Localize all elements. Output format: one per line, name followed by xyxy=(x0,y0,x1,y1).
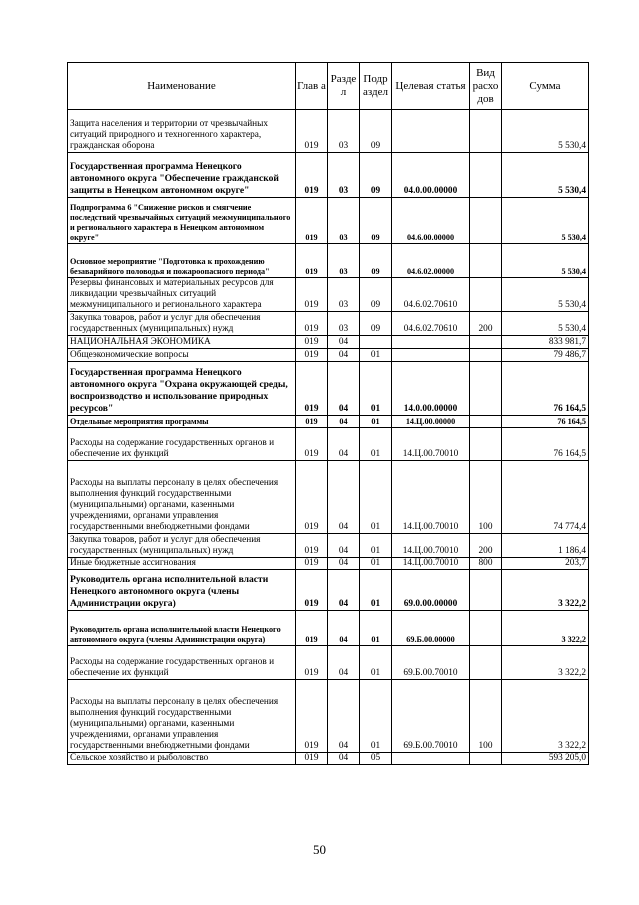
cell-target: 14.Ц.00.00000 xyxy=(392,416,470,428)
cell-target: 04.6.00.00000 xyxy=(392,198,470,244)
cell-section: 04 xyxy=(328,349,360,362)
cell-subsection: 01 xyxy=(360,611,392,646)
cell-target: 69.Б.00.70010 xyxy=(392,680,470,753)
cell-chapter: 019 xyxy=(296,611,328,646)
cell-subsection: 01 xyxy=(360,680,392,753)
cell-sum: 593 205,0 xyxy=(502,753,589,765)
cell-sum: 203,7 xyxy=(502,558,589,570)
cell-subsection: 01 xyxy=(360,349,392,362)
table-row xyxy=(68,428,589,461)
cell-kind xyxy=(470,570,502,611)
cell-subsection: 05 xyxy=(360,753,392,765)
cell-chapter: 019 xyxy=(296,416,328,428)
cell-subsection: 01 xyxy=(360,461,392,534)
cell-name: Расходы на содержание государственных органов и обеспечение их функций xyxy=(68,646,296,680)
cell-section: 03 xyxy=(328,244,360,278)
cell-kind: 800 xyxy=(470,558,502,570)
cell-kind xyxy=(470,753,502,765)
cell-chapter: 019 xyxy=(296,680,328,753)
cell-target xyxy=(392,110,470,153)
table-row xyxy=(68,680,589,753)
cell-subsection: 01 xyxy=(360,534,392,558)
cell-name: Общеэкономические вопросы xyxy=(68,349,296,362)
cell-subsection: 01 xyxy=(360,416,392,428)
cell-chapter: 019 xyxy=(296,362,328,416)
cell-kind xyxy=(470,110,502,153)
cell-sum: 76 164,5 xyxy=(502,362,589,416)
cell-target: 69.Б.00.70010 xyxy=(392,646,470,680)
cell-target xyxy=(392,336,470,349)
table-row xyxy=(68,753,589,765)
budget-table xyxy=(67,62,589,765)
cell-subsection: 09 xyxy=(360,278,392,312)
cell-target: 69.Б.00.00000 xyxy=(392,611,470,646)
header-sum: Сумма xyxy=(502,63,589,110)
cell-chapter: 019 xyxy=(296,153,328,198)
cell-target: 14.Ц.00.70010 xyxy=(392,558,470,570)
cell-sum: 76 164,5 xyxy=(502,428,589,461)
cell-section: 04 xyxy=(328,753,360,765)
cell-name: Руководитель органа исполнительной власти Ненецкого автономного округа (члены Администрации округа) xyxy=(68,570,296,611)
cell-sum: 5 530,4 xyxy=(502,244,589,278)
cell-sum: 76 164,5 xyxy=(502,416,589,428)
table-row xyxy=(68,244,589,278)
table-row xyxy=(68,198,589,244)
cell-subsection: 09 xyxy=(360,110,392,153)
cell-target xyxy=(392,349,470,362)
cell-kind xyxy=(470,428,502,461)
cell-section: 04 xyxy=(328,558,360,570)
cell-kind xyxy=(470,244,502,278)
table-row xyxy=(68,461,589,534)
cell-name: Государственная программа Ненецкого автономного округа "Обеспечение гражданской защиты в Ненецком автономном округе" xyxy=(68,153,296,198)
cell-kind: 100 xyxy=(470,461,502,534)
cell-chapter: 019 xyxy=(296,349,328,362)
cell-chapter: 019 xyxy=(296,558,328,570)
cell-chapter: 019 xyxy=(296,534,328,558)
cell-section: 04 xyxy=(328,646,360,680)
cell-chapter: 019 xyxy=(296,198,328,244)
table-row xyxy=(68,110,589,153)
cell-target: 14.Ц.00.70010 xyxy=(392,461,470,534)
cell-sum: 5 530,4 xyxy=(502,312,589,336)
cell-chapter: 019 xyxy=(296,461,328,534)
cell-kind xyxy=(470,416,502,428)
cell-target: 04.6.02.70610 xyxy=(392,312,470,336)
table-row xyxy=(68,534,589,558)
cell-subsection: 01 xyxy=(360,570,392,611)
table-row xyxy=(68,349,589,362)
cell-section: 04 xyxy=(328,428,360,461)
table-row xyxy=(68,611,589,646)
table-row xyxy=(68,312,589,336)
cell-target: 14.0.00.00000 xyxy=(392,362,470,416)
cell-name: Сельское хозяйство и рыболовство xyxy=(68,753,296,765)
cell-section: 04 xyxy=(328,461,360,534)
header-kind: Вид расхо дов xyxy=(470,63,502,110)
header-row xyxy=(68,63,589,110)
cell-subsection: 01 xyxy=(360,362,392,416)
cell-name: Основное мероприятие "Подготовка к прохождению безаварийного половодья и пожароопасного периода" xyxy=(68,244,296,278)
cell-section: 04 xyxy=(328,362,360,416)
cell-subsection: 09 xyxy=(360,198,392,244)
cell-section: 03 xyxy=(328,312,360,336)
cell-section: 03 xyxy=(328,153,360,198)
cell-kind xyxy=(470,362,502,416)
cell-name: Иные бюджетные ассигнования xyxy=(68,558,296,570)
cell-sum: 3 322,2 xyxy=(502,646,589,680)
cell-subsection: 01 xyxy=(360,428,392,461)
cell-sum: 79 486,7 xyxy=(502,349,589,362)
cell-name: Закупка товаров, работ и услуг для обеспечения государственных (муниципальных) нужд xyxy=(68,312,296,336)
cell-target: 14.Ц.00.70010 xyxy=(392,428,470,461)
cell-kind xyxy=(470,611,502,646)
cell-chapter: 019 xyxy=(296,278,328,312)
cell-name: Защита населения и территории от чрезвычайных ситуаций природного и техногенного характера, гражданская оборона xyxy=(68,110,296,153)
header-subsection: Подр аздел xyxy=(360,63,392,110)
cell-section: 04 xyxy=(328,336,360,349)
cell-name: Расходы на выплаты персоналу в целях обеспечения выполнения функций государственными (муниципальными) органами, казенными учреждениями, органами управления государственными внебюджетными фондами xyxy=(68,461,296,534)
cell-subsection: 09 xyxy=(360,153,392,198)
cell-section: 04 xyxy=(328,611,360,646)
table-row xyxy=(68,646,589,680)
cell-section: 03 xyxy=(328,278,360,312)
cell-kind: 200 xyxy=(470,534,502,558)
table-row xyxy=(68,558,589,570)
cell-name: Подпрограмма 6 "Снижение рисков и смягчение последствий чрезвычайных ситуаций межмуниципального и регионального характера в Ненецком автономном округе" xyxy=(68,198,296,244)
cell-sum: 74 774,4 xyxy=(502,461,589,534)
cell-sum: 1 186,4 xyxy=(502,534,589,558)
cell-kind xyxy=(470,153,502,198)
cell-target xyxy=(392,753,470,765)
cell-kind xyxy=(470,349,502,362)
cell-name: Государственная программа Ненецкого автономного округа "Охрана окружающей среды, воспроизводство и использование природных ресурсов" xyxy=(68,362,296,416)
cell-subsection: 01 xyxy=(360,558,392,570)
cell-name: НАЦИОНАЛЬНАЯ ЭКОНОМИКА xyxy=(68,336,296,349)
cell-chapter: 019 xyxy=(296,110,328,153)
cell-subsection xyxy=(360,336,392,349)
cell-sum: 5 530,4 xyxy=(502,153,589,198)
cell-sum: 3 322,2 xyxy=(502,680,589,753)
table-row xyxy=(68,362,589,416)
cell-section: 03 xyxy=(328,110,360,153)
cell-kind xyxy=(470,278,502,312)
header-section: Разде л xyxy=(328,63,360,110)
table-row xyxy=(68,570,589,611)
table-row xyxy=(68,416,589,428)
cell-subsection: 09 xyxy=(360,244,392,278)
cell-sum: 5 530,4 xyxy=(502,110,589,153)
cell-kind: 200 xyxy=(470,312,502,336)
cell-sum: 3 322,2 xyxy=(502,570,589,611)
cell-name: Отдельные мероприятия программы xyxy=(68,416,296,428)
cell-sum: 5 530,4 xyxy=(502,198,589,244)
cell-sum: 833 981,7 xyxy=(502,336,589,349)
cell-kind: 100 xyxy=(470,680,502,753)
table-row xyxy=(68,336,589,349)
cell-target: 04.6.02.70610 xyxy=(392,278,470,312)
table-row xyxy=(68,278,589,312)
table-row xyxy=(68,153,589,198)
cell-target: 04.6.02.00000 xyxy=(392,244,470,278)
cell-section: 04 xyxy=(328,680,360,753)
cell-kind xyxy=(470,336,502,349)
cell-chapter: 019 xyxy=(296,312,328,336)
header-target: Целевая статья xyxy=(392,63,470,110)
cell-chapter: 019 xyxy=(296,244,328,278)
cell-name: Закупка товаров, работ и услуг для обеспечения государственных (муниципальных) нужд xyxy=(68,534,296,558)
cell-section: 04 xyxy=(328,416,360,428)
cell-section: 03 xyxy=(328,198,360,244)
cell-target: 69.0.00.00000 xyxy=(392,570,470,611)
cell-chapter: 019 xyxy=(296,428,328,461)
cell-name: Расходы на выплаты персоналу в целях обеспечения выполнения функций государственными (муниципальными) органами, казенными учреждениями, органами управления государственными внебюджетными фондами xyxy=(68,680,296,753)
header-chapter: Глав а xyxy=(296,63,328,110)
page-number: 50 xyxy=(313,842,326,857)
cell-kind xyxy=(470,198,502,244)
cell-section: 04 xyxy=(328,534,360,558)
cell-sum: 3 322,2 xyxy=(502,611,589,646)
cell-chapter: 019 xyxy=(296,646,328,680)
cell-name: Резервы финансовых и материальных ресурсов для ликвидации чрезвычайных ситуаций межмуниципального и регионального характера xyxy=(68,278,296,312)
cell-target: 04.0.00.00000 xyxy=(392,153,470,198)
cell-chapter: 019 xyxy=(296,336,328,349)
cell-subsection: 01 xyxy=(360,646,392,680)
cell-name: Руководитель органа исполнительной власти Ненецкого автономного округа (члены Администрации округа) xyxy=(68,611,296,646)
cell-chapter: 019 xyxy=(296,570,328,611)
cell-sum: 5 530,4 xyxy=(502,278,589,312)
cell-subsection: 09 xyxy=(360,312,392,336)
cell-name: Расходы на содержание государственных органов и обеспечение их функций xyxy=(68,428,296,461)
cell-kind xyxy=(470,646,502,680)
cell-chapter: 019 xyxy=(296,753,328,765)
cell-target: 14.Ц.00.70010 xyxy=(392,534,470,558)
cell-section: 04 xyxy=(328,570,360,611)
header-name: Наименование xyxy=(68,63,296,110)
